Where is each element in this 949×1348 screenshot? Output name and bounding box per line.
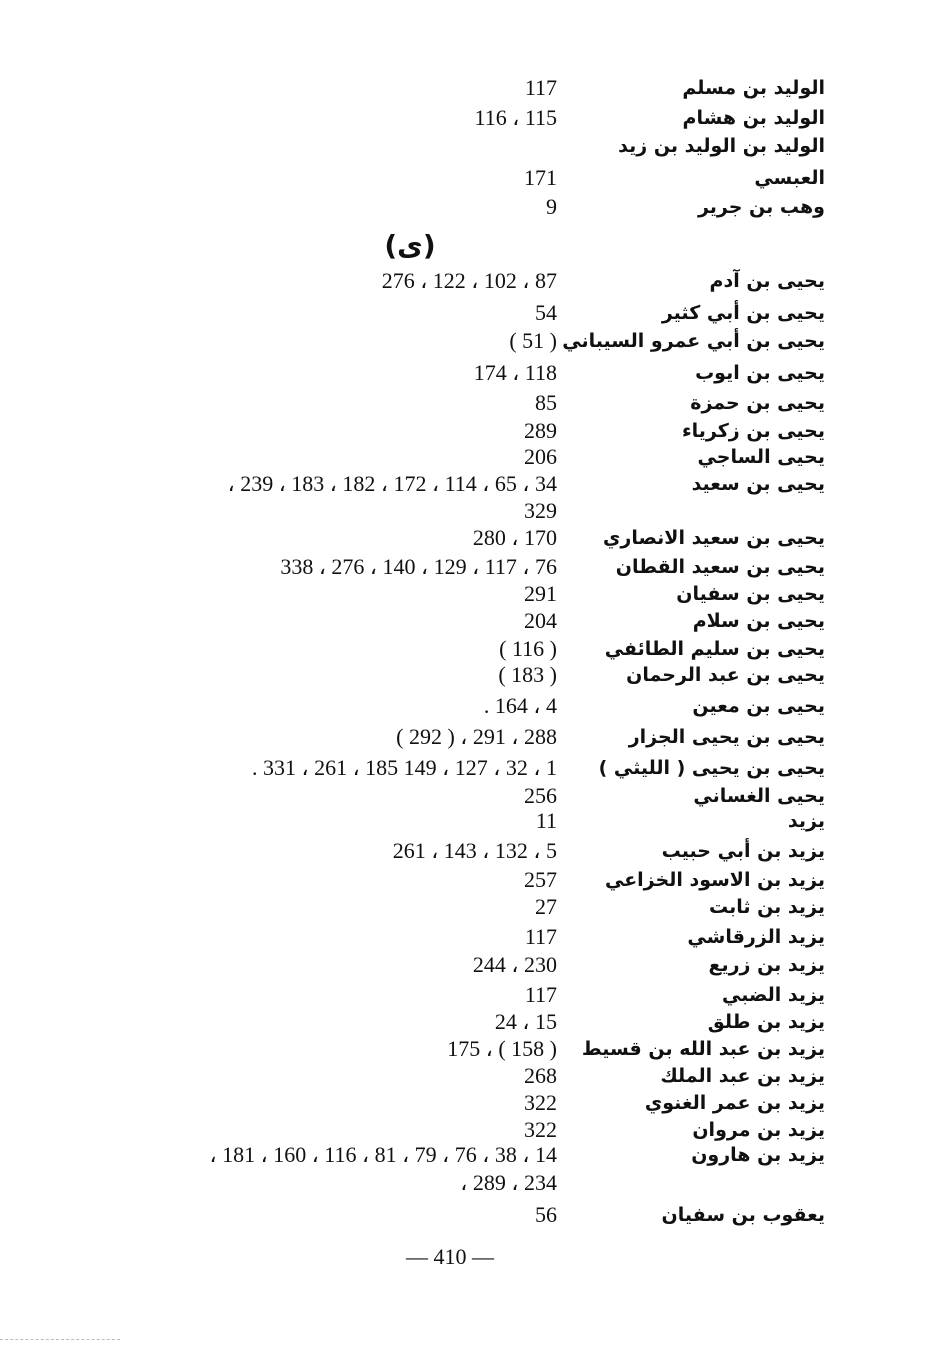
entry-name: يزيد	[787, 810, 825, 832]
index-entry	[0, 443, 949, 471]
index-entry	[0, 497, 949, 525]
index-entry	[0, 132, 949, 160]
entry-name: يحيى بن سفيان	[676, 583, 825, 605]
entry-name: يزيد بن مروان	[692, 1119, 825, 1141]
entry-pages: 280 ، 170	[472, 525, 557, 550]
entry-name: يحيى بن أبي كثير	[661, 302, 825, 324]
index-entry	[0, 1089, 949, 1117]
index-entry	[0, 74, 949, 102]
entry-pages: ( 116 )	[499, 636, 557, 661]
entry-pages: 117	[524, 982, 557, 1007]
entry-name: يحيى بن سليم الطائفي	[604, 638, 825, 660]
entry-pages: ( 183 )	[498, 662, 557, 687]
entry-pages: 291	[524, 581, 557, 606]
entry-name: يزيد بن هارون	[691, 1144, 825, 1166]
entry-pages: 171	[524, 165, 557, 190]
entry-name: الوليد بن هشام	[682, 107, 825, 129]
entry-pages: 56	[535, 1202, 557, 1227]
index-entry	[0, 470, 949, 498]
entry-pages: 9	[546, 194, 557, 219]
entry-pages: 276 ، 122 ، 102 ، 87	[381, 268, 557, 293]
index-entry	[0, 607, 949, 635]
entry-name: يحيى بن حمزة	[690, 392, 825, 414]
entry-pages: 261 ، 143 ، 132 ، 5	[392, 838, 557, 863]
index-entry	[0, 299, 949, 327]
entry-name: يزيد بن طلق	[707, 1011, 825, 1033]
entry-name: يحيى بن معين	[692, 695, 825, 717]
entry-name: يحيى بن عبد الرحمان	[626, 664, 825, 686]
entry-pages: 85	[535, 390, 557, 415]
entry-name: يزيد بن الاسود الخزاعي	[604, 869, 825, 891]
entry-pages: 322	[524, 1090, 557, 1115]
entry-name: يزيد بن ثابت	[708, 896, 825, 918]
index-entry	[0, 417, 949, 445]
index-entry	[0, 580, 949, 608]
index-entry	[0, 754, 949, 782]
index-entry	[0, 1035, 949, 1063]
entry-name: يزيد الضبي	[721, 984, 825, 1006]
index-entry	[0, 553, 949, 581]
entry-pages: 54	[535, 300, 557, 325]
entry-name: يحيى بن ايوب	[695, 362, 825, 384]
entry-name: الوليد بن الوليد بن زيد	[618, 135, 825, 157]
index-entry	[0, 267, 949, 295]
entry-pages: ( 51 )	[509, 328, 557, 353]
entry-name: يزيد بن عبد الملك	[660, 1065, 825, 1087]
index-entry	[0, 1169, 949, 1197]
index-entry	[0, 1141, 949, 1169]
entry-pages: . 164 ، 4	[483, 693, 557, 718]
entry-pages: 11	[535, 808, 557, 833]
index-entry	[0, 524, 949, 552]
index-entry	[0, 1116, 949, 1144]
entry-name: الوليد بن مسلم	[682, 77, 825, 99]
index-entry	[0, 327, 949, 355]
index-entry	[0, 635, 949, 663]
entry-pages: 322	[524, 1117, 557, 1142]
entry-pages: 117	[524, 75, 557, 100]
entry-name: وهب بن جرير	[697, 196, 825, 218]
entry-name: يحيى بن يحيى الجزار	[628, 726, 825, 748]
entry-name: يحيى بن زكرياء	[681, 420, 825, 442]
entry-name: يحيى بن سلام	[692, 610, 825, 632]
index-entry	[0, 164, 949, 192]
index-entry	[0, 923, 949, 951]
entry-name: يحيى الساجي	[697, 446, 825, 468]
entry-pages: ، 239 ، 183 ، 182 ، 172 ، 114 ، 65 ، 34	[227, 471, 557, 496]
entry-pages: 206	[524, 444, 557, 469]
entry-pages: 117	[524, 924, 557, 949]
index-entry	[0, 951, 949, 979]
entry-pages: 175 ، ( 158 )	[447, 1036, 557, 1061]
entry-name: يحيى بن سعيد الانصاري	[602, 527, 825, 549]
index-entry	[0, 893, 949, 921]
index-entry	[0, 866, 949, 894]
entry-pages: . 331 ، 261 ، 185 149 ، 127 ، 32 ، 1	[251, 755, 557, 780]
index-entry	[0, 193, 949, 221]
entry-pages: 338 ، 276 ، 140 ، 129 ، 117 ، 76	[280, 554, 557, 579]
index-entry	[0, 104, 949, 132]
index-entry	[0, 807, 949, 835]
entry-name: العبسي	[754, 167, 825, 189]
entry-name: يزيد بن عمر الغنوي	[644, 1092, 825, 1114]
index-entry	[0, 782, 949, 810]
entry-pages: ( 292 ) ، 291 ، 288	[396, 724, 557, 749]
index-entry	[0, 1201, 949, 1229]
entry-name: يحيى بن سعيد القطان	[615, 556, 825, 578]
footer-rule	[0, 1339, 120, 1340]
index-entry	[0, 837, 949, 865]
entry-pages: ، 181 ، 160 ، 116 ، 81 ، 79 ، 76 ، 38 ، 14	[209, 1142, 557, 1167]
index-entry	[0, 359, 949, 387]
entry-name: يحيى بن آدم	[709, 270, 825, 292]
entry-name: يعقوب بن سفيان	[661, 1204, 825, 1226]
entry-name: يحيى بن سعيد	[691, 473, 825, 495]
entry-name: يزيد بن عبد الله بن قسيط	[581, 1038, 825, 1060]
section-heading: (ى)	[384, 229, 436, 262]
index-entry	[0, 981, 949, 1009]
entry-pages: 244 ، 230	[472, 952, 557, 977]
entry-pages: 329	[524, 498, 557, 523]
entry-name: يزيد الزرقاشي	[687, 926, 825, 948]
entry-pages: 289	[524, 418, 557, 443]
entry-pages: ، 289 ، 234	[460, 1170, 557, 1195]
entry-name: يزيد بن أبي حبيب	[661, 840, 825, 862]
page-number: — 410 —	[406, 1244, 494, 1269]
index-entry	[0, 1062, 949, 1090]
entry-pages: 256	[524, 783, 557, 808]
index-entry	[0, 1008, 949, 1036]
entry-pages: 268	[524, 1063, 557, 1088]
entry-name: يحيى بن أبي عمرو السيباني	[562, 330, 825, 352]
index-entry	[0, 661, 949, 689]
entry-pages: 174 ، 118	[473, 360, 557, 385]
entry-pages: 204	[524, 608, 557, 633]
entry-pages: 116 ، 115	[474, 105, 557, 130]
entry-name: يحيى بن يحيى ( الليثي )	[598, 757, 825, 779]
index-entry	[0, 389, 949, 417]
entry-name: يزيد بن زريع	[708, 954, 825, 976]
entry-pages: 24 ، 15	[494, 1009, 557, 1034]
index-entry	[0, 692, 949, 720]
entry-pages: 257	[524, 867, 557, 892]
index-entry	[0, 723, 949, 751]
entry-pages: 27	[535, 894, 557, 919]
entry-name: يحيى الغساني	[693, 785, 825, 807]
